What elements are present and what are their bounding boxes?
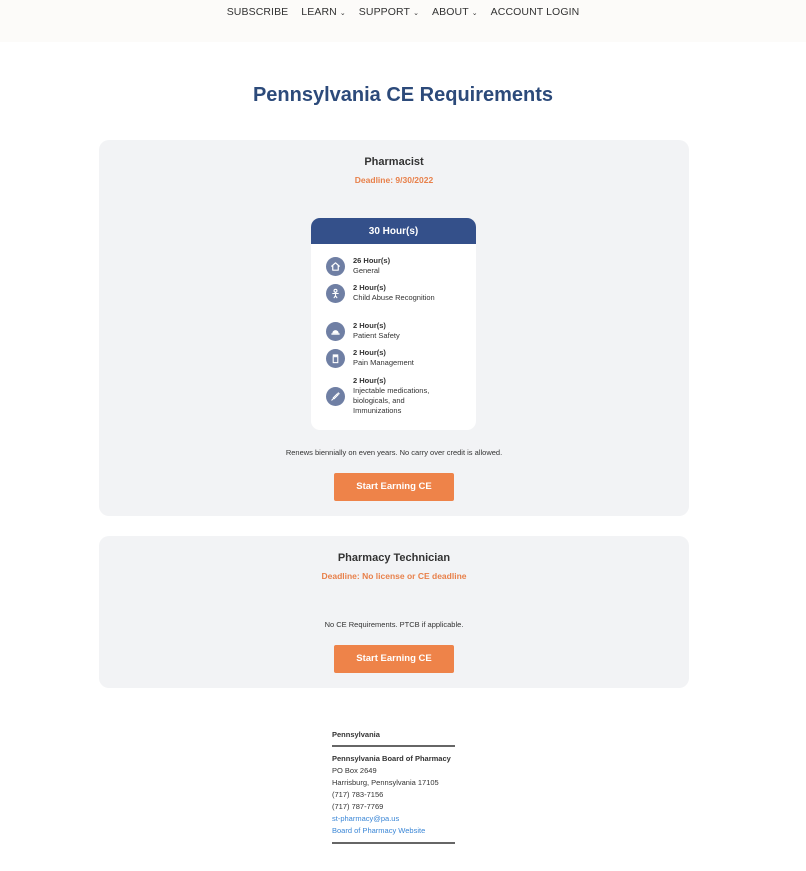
chevron-down-icon: ⌄ <box>339 10 346 17</box>
requirement-item <box>326 256 443 276</box>
nav-subscribe-label: SUBSCRIBE <box>226 6 289 18</box>
pharmacist-title: Pharmacist <box>364 156 424 168</box>
nav-support[interactable] <box>359 6 419 18</box>
requirement-hours: 2 Hour(s) <box>353 321 386 330</box>
requirement-item <box>326 376 443 416</box>
pharmacist-deadline: Deadline: 9/30/2022 <box>354 175 434 185</box>
chevron-down-icon: ⌄ <box>413 10 420 17</box>
nav-learn[interactable] <box>301 6 345 18</box>
hard-hat-icon <box>326 322 345 341</box>
footer-website-link[interactable]: Board of Pharmacy Website <box>332 826 426 835</box>
technician-deadline: Deadline: No license or CE deadline <box>321 571 467 581</box>
nav-support-label: SUPPORT <box>358 6 411 18</box>
technician-note: No CE Requirements. PTCB if applicable. <box>324 620 464 629</box>
top-nav <box>0 0 806 42</box>
technician-card <box>99 536 689 688</box>
hours-breakdown-box <box>311 218 476 430</box>
pharmacist-renewal-note: Renews biennially on even years. No carry over credit is allowed. <box>285 448 503 457</box>
footer-po-box: PO Box 2649 <box>332 766 377 775</box>
page-title: Pennsylvania CE Requirements <box>252 84 554 106</box>
requirement-topic: Pain Management <box>353 358 414 367</box>
requirement-item <box>326 321 443 341</box>
requirement-hours: 2 Hour(s) <box>353 376 386 385</box>
footer-phone-1: (717) 783-7156 <box>332 790 384 799</box>
requirement-hours: 2 Hour(s) <box>353 348 386 357</box>
requirement-hours: 26 Hour(s) <box>353 256 391 265</box>
pharmacist-start-earning-ce-button[interactable]: Start Earning CE <box>334 473 454 501</box>
requirement-hours: 2 Hour(s) <box>353 283 386 292</box>
pill-bottle-icon <box>326 349 345 368</box>
requirement-topic: Child Abuse Recognition <box>353 293 435 302</box>
footer-phone-2: (717) 787-7769 <box>332 802 384 811</box>
nav-about-label: ABOUT <box>432 6 469 18</box>
footer-email-link[interactable]: st-pharmacy@pa.us <box>332 814 400 823</box>
requirement-topic: General <box>353 266 380 275</box>
nav-about[interactable] <box>432 6 478 18</box>
syringe-icon <box>326 387 345 406</box>
nav-account-login-label: ACCOUNT LOGIN <box>490 6 580 18</box>
nav-account-login[interactable] <box>491 6 580 18</box>
requirement-topic: Injectable medications, biologicals, and Immunizations <box>353 386 430 415</box>
home-icon <box>326 257 345 276</box>
board-contact-footer <box>332 730 455 844</box>
footer-divider <box>332 842 455 844</box>
chevron-down-icon: ⌄ <box>471 10 478 17</box>
technician-title: Pharmacy Technician <box>337 552 451 564</box>
footer-org-name: Pennsylvania Board of Pharmacy <box>332 754 451 763</box>
footer-city-state: Harrisburg, Pennsylvania 17105 <box>332 778 439 787</box>
requirement-item <box>326 283 443 303</box>
pharmacist-card <box>99 140 689 516</box>
technician-start-earning-ce-button[interactable]: Start Earning CE <box>334 645 454 673</box>
nav-subscribe[interactable] <box>227 6 289 18</box>
total-hours-header: 30 Hour(s) <box>311 218 476 244</box>
nav-learn-label: LEARN <box>301 6 337 18</box>
requirement-item <box>326 348 443 368</box>
requirement-topic: Patient Safety <box>353 331 400 340</box>
child-icon <box>326 284 345 303</box>
footer-region: Pennsylvania <box>332 730 380 739</box>
